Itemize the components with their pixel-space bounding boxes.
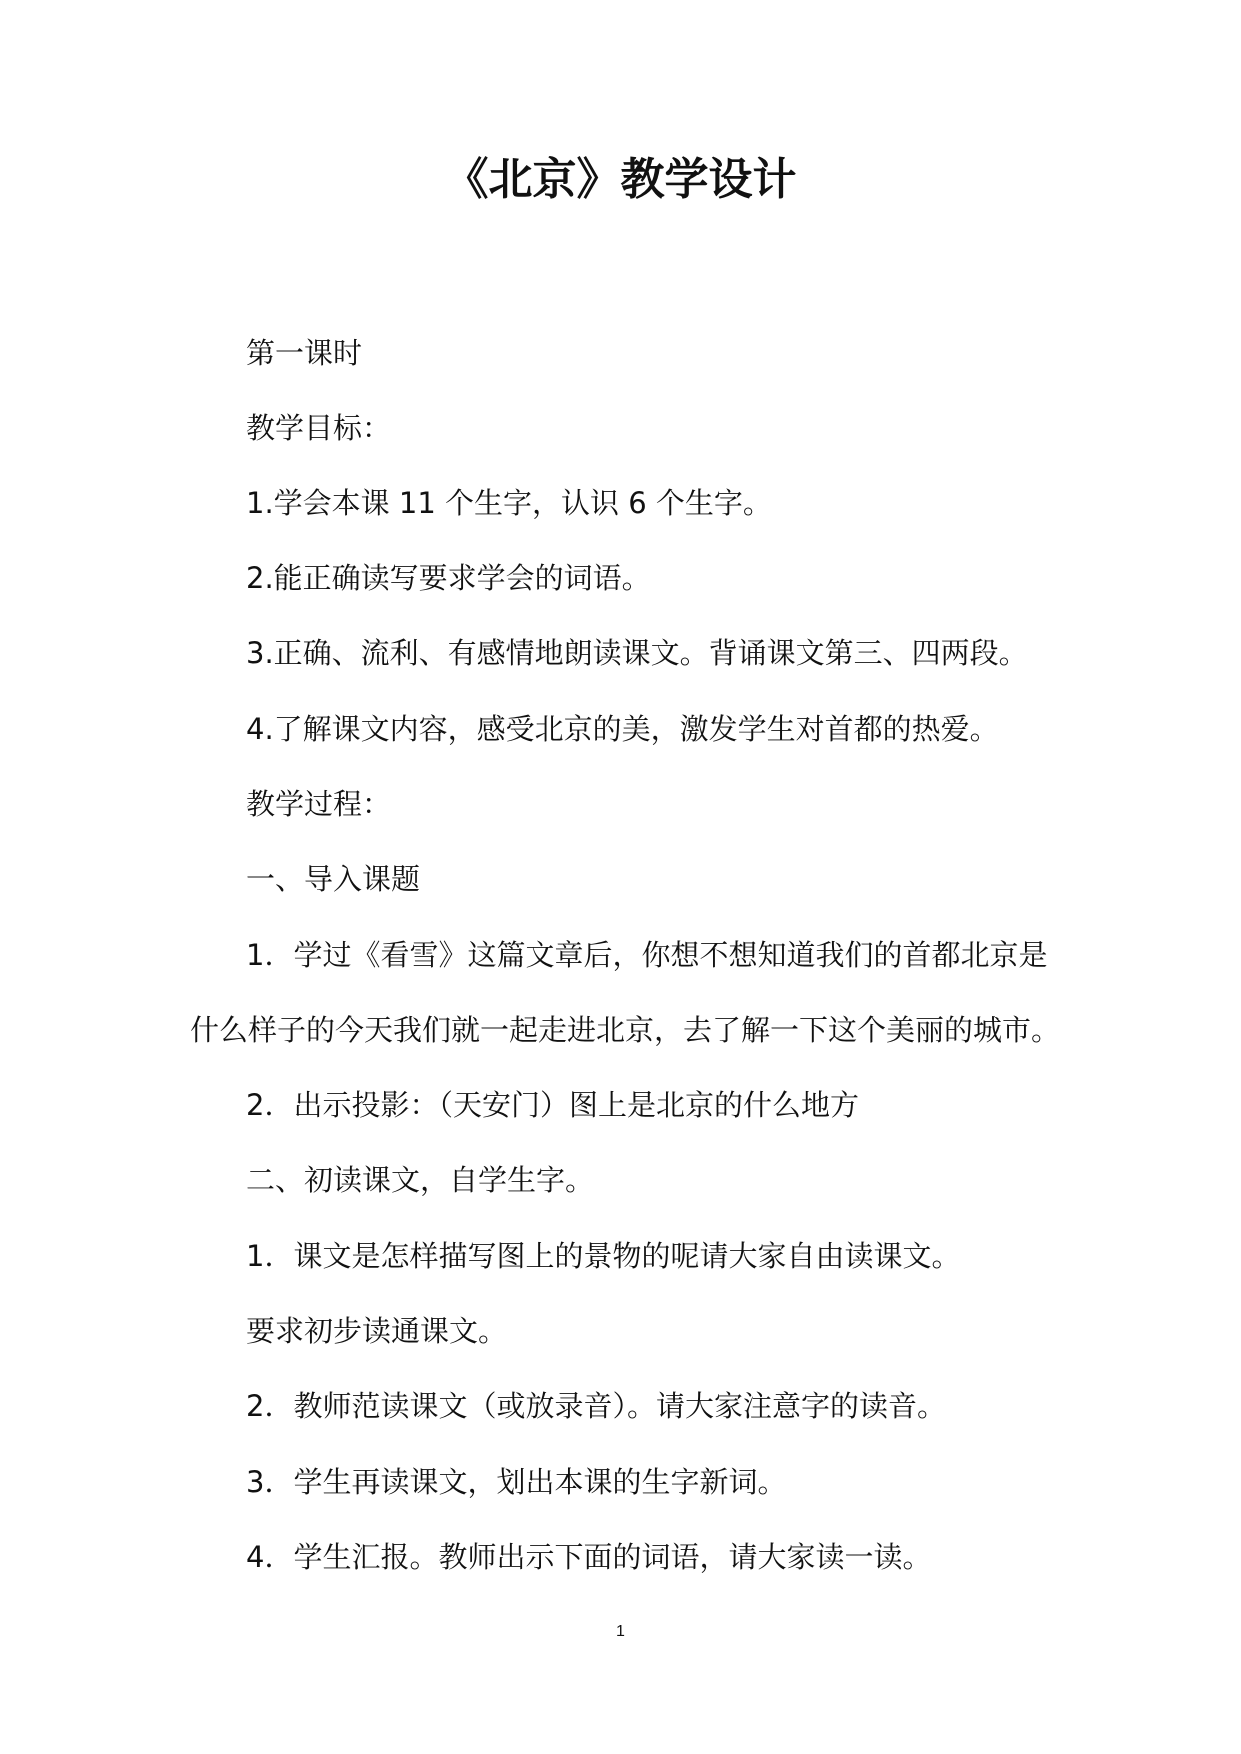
paragraph-section-1-step-1: 1．学过《看雪》这篇文章后，你想不想知道我们的首都北京是	[246, 938, 1048, 972]
paragraph-section-1-step-1-continued: 什么样子的今天我们就一起走进北京，去了解一下这个美丽的城市。	[190, 1013, 1061, 1047]
paragraph-section-2-heading: 二、初读课文，自学生字。	[246, 1163, 595, 1197]
paragraph-section-1-step-2: 2．出示投影：（天安门）图上是北京的什么地方	[246, 1088, 859, 1122]
paragraph-objectives-heading: 教学目标：	[246, 411, 392, 445]
paragraph-objective-2: 2.能正确读写要求学会的词语。	[246, 561, 651, 595]
paragraph-objective-3: 3.正确、流利、有感情地朗读课文。背诵课文第三、四两段。	[246, 636, 1028, 670]
paragraph-objective-4: 4.了解课文内容，感受北京的美，激发学生对首都的热爱。	[246, 712, 999, 746]
paragraph-section-2-step-1-requirement: 要求初步读通课文。	[246, 1314, 508, 1348]
page-number: 1	[616, 1623, 625, 1640]
paragraph-section-2-step-3: 3．学生再读课文，划出本课的生字新词。	[246, 1465, 787, 1499]
paragraph-section-1-heading: 一、导入课题	[246, 862, 421, 896]
paragraph-section-2-step-4: 4．学生汇报。教师出示下面的词语，请大家读一读。	[246, 1540, 932, 1574]
paragraph-section-2-step-2: 2．教师范读课文（或放录音）。请大家注意字的读音。	[246, 1389, 946, 1423]
paragraph-lesson-period: 第一课时	[246, 336, 363, 370]
document-title: 《北京》教学设计	[444, 154, 797, 205]
paragraph-objective-1: 1.学会本课 11 个生字，认识 6 个生字。	[246, 486, 772, 520]
paragraph-section-2-step-1: 1．课文是怎样描写图上的景物的呢请大家自由读课文。	[246, 1239, 961, 1273]
paragraph-process-heading: 教学过程：	[246, 787, 392, 821]
